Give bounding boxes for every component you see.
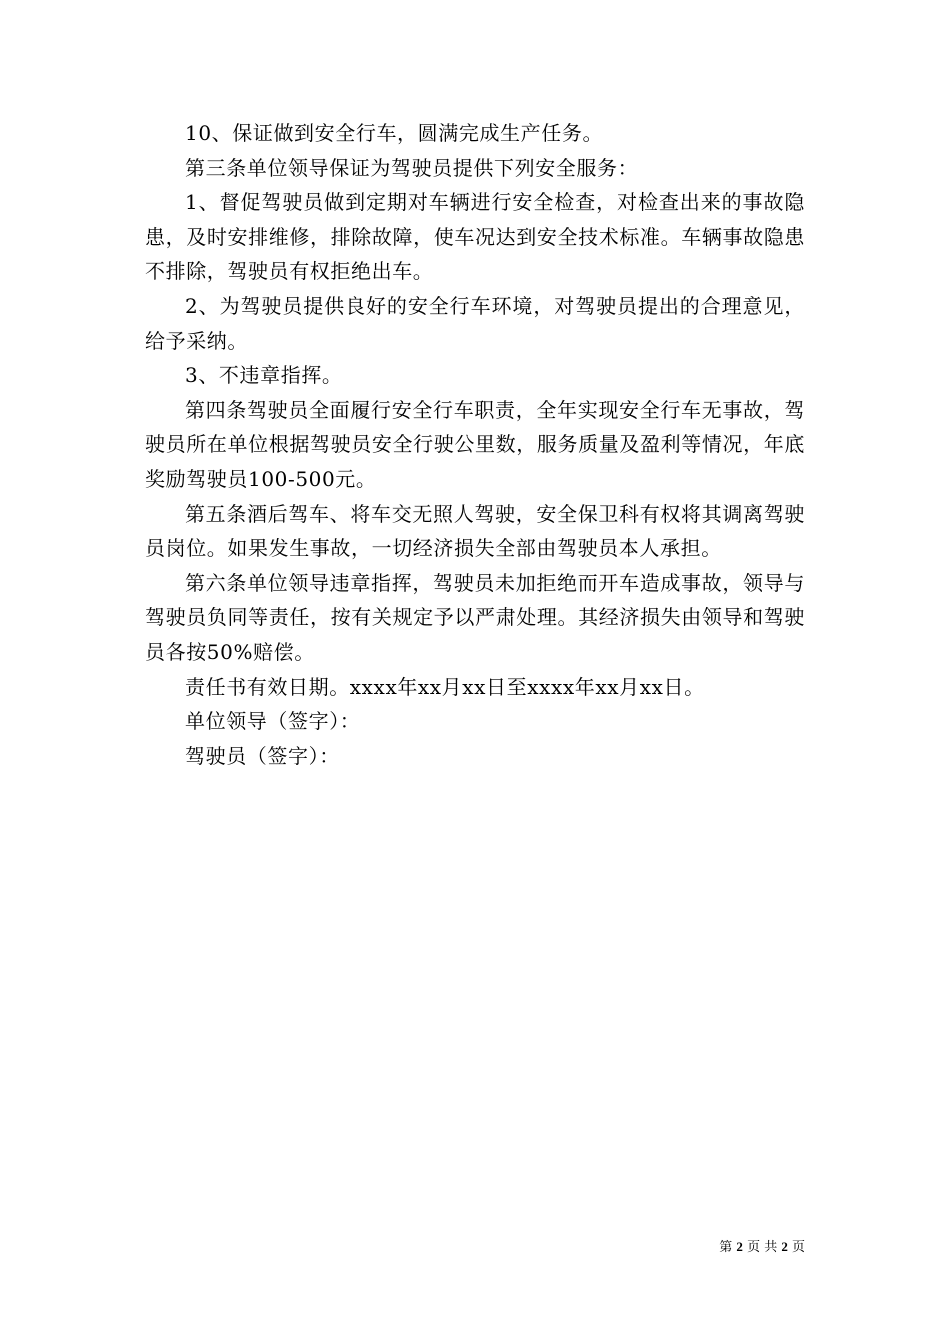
paragraph-item-10: 10、保证做到安全行车，圆满完成生产任务。 <box>185 121 604 145</box>
page-footer <box>719 1238 805 1257</box>
driver-signature-line: 驾驶员（签字）： <box>185 743 340 768</box>
article-5: 第五条酒后驾车、将车交无照人驾驶，安全保卫科有权将其调离驾驶员岗位。如果发生事故，一切经济损失全部由驾驶员本人承担。 <box>145 501 805 561</box>
article-3-item-1: 1、督促驾驶员做到定期对车辆进行安全检查，对检查出来的事故隐患，及时安排维修，排除故障，使车况达到安全技术标准。车辆事故隐患不排除，驾驶员有权拒绝出车。 <box>145 190 805 284</box>
document-body <box>145 116 805 773</box>
article-3-item-2: 2、为驾驶员提供良好的安全行车环境，对驾驶员提出的合理意见，给予采纳。 <box>145 293 805 353</box>
leader-signature-line: 单位领导（签字）： <box>185 709 361 734</box>
footer-prefix: 第 <box>719 1240 733 1255</box>
article-3-heading: 第三条单位领导保证为驾驶员提供下列安全服务： <box>185 155 639 180</box>
footer-total-pages: 2 <box>781 1239 788 1254</box>
article-3-item-3: 3、不违章指挥。 <box>185 363 343 388</box>
footer-current-page: 2 <box>736 1239 743 1254</box>
validity-period: 责任书有效日期。xxxx年xx月xx日至xxxx年xx月xx日。 <box>185 674 705 699</box>
footer-suffix: 页 <box>791 1240 805 1255</box>
article-6: 第六条单位领导违章指挥，驾驶员未加拒绝而开车造成事故，领导与驾驶员负同等责任，按有关规定予以严肃处理。其经济损失由领导和驾驶员各按50%赔偿。 <box>145 570 805 664</box>
article-4: 第四条驾驶员全面履行安全行车职责，全年实现安全行车无事故，驾驶员所在单位根据驾驶员安全行驶公里数，服务质量及盈利等情况，年底奖励驾驶员100-500元。 <box>145 397 805 491</box>
footer-middle: 页 共 <box>747 1240 778 1255</box>
